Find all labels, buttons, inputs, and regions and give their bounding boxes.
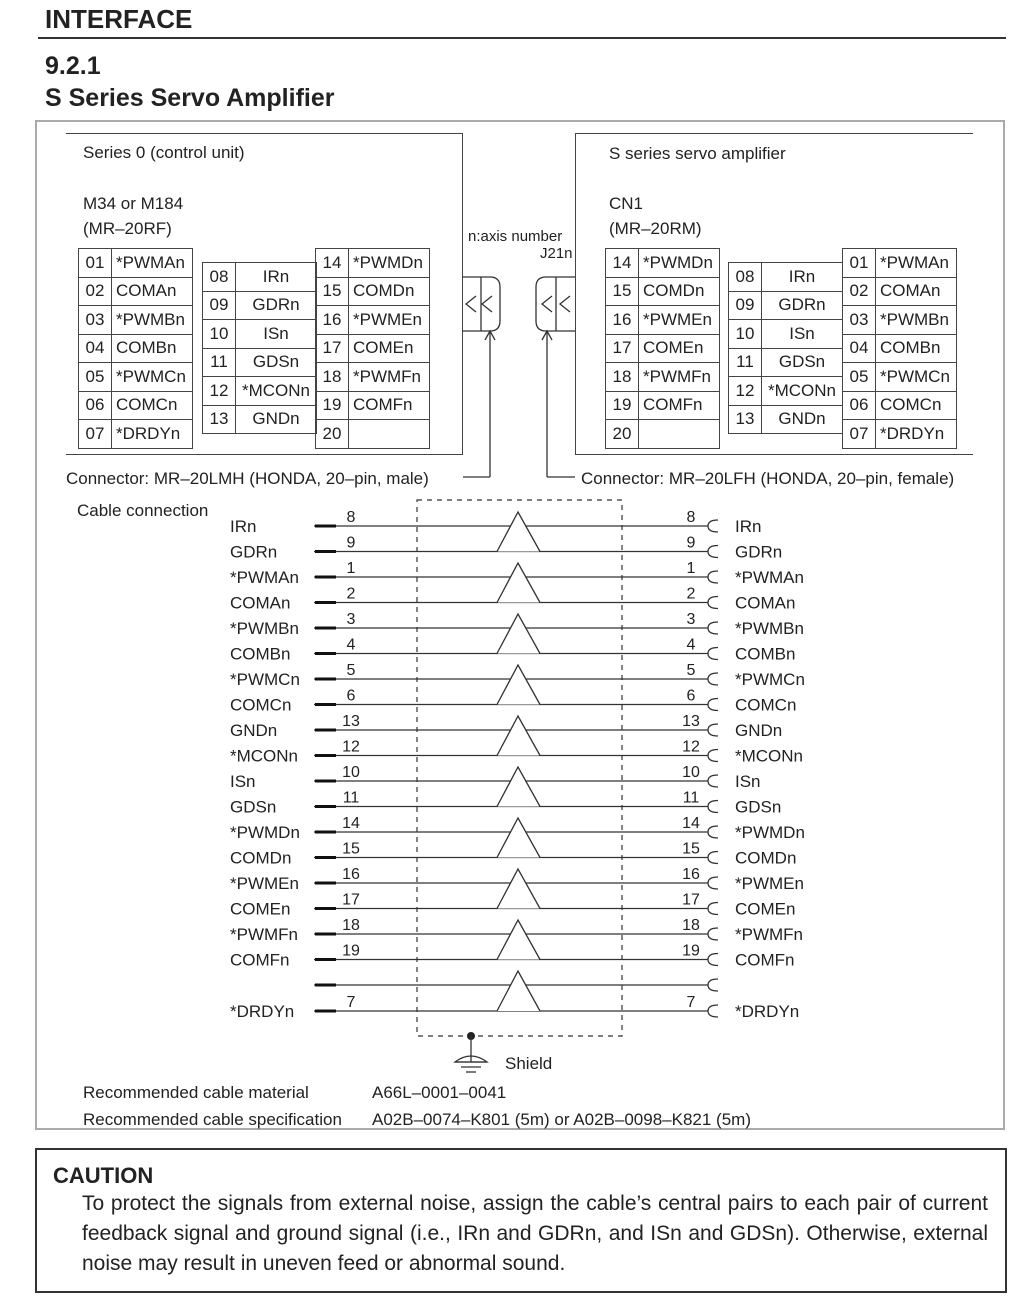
pin-number: 05 bbox=[843, 363, 876, 392]
pin-signal: COMBn bbox=[112, 334, 193, 363]
pin-number: 09 bbox=[203, 291, 236, 320]
pin-signal: *DRDYn bbox=[112, 420, 193, 449]
twisted-pair-marker bbox=[497, 512, 540, 552]
pin-signal: *PWMAn bbox=[876, 249, 957, 278]
right-socket-icon bbox=[708, 1005, 718, 1017]
pin-signal: GDSn bbox=[762, 348, 843, 377]
right-signal-name: COMDn bbox=[735, 848, 797, 868]
caution-title: CAUTION bbox=[53, 1163, 154, 1188]
pin-signal: COMDn bbox=[639, 277, 720, 306]
twisted-pair-marker bbox=[497, 614, 540, 654]
pin-signal: COMCn bbox=[876, 391, 957, 420]
right-socket-icon bbox=[708, 597, 718, 609]
right-socket-icon bbox=[708, 571, 718, 583]
jack-label: J21n bbox=[540, 245, 573, 262]
left-pin-number: 8 bbox=[346, 509, 356, 526]
pin-number: 04 bbox=[79, 334, 112, 363]
left-signal-name: *PWMBn bbox=[230, 619, 299, 638]
left-pin-number: 7 bbox=[346, 994, 356, 1011]
right-signal-name: *MCONn bbox=[735, 746, 804, 766]
left-pin-number: 4 bbox=[346, 636, 356, 654]
right-signal-name: *PWMBn bbox=[735, 619, 804, 638]
pin-number: 10 bbox=[729, 320, 762, 349]
left-signal-name: GNDn bbox=[230, 721, 278, 740]
right-signal-name: COMEn bbox=[735, 899, 796, 919]
left-signal-name: GDSn bbox=[230, 797, 277, 817]
pin-number: 06 bbox=[843, 391, 876, 420]
right-signal-name: *PWMDn bbox=[735, 823, 805, 842]
pin-number: 03 bbox=[79, 306, 112, 335]
spec-label: Recommended cable specification bbox=[83, 1110, 342, 1129]
pin-number: 20 bbox=[316, 420, 349, 449]
pin-number: 15 bbox=[606, 277, 639, 306]
pin-number: 01 bbox=[79, 249, 112, 278]
right-signal-name: GNDn bbox=[735, 721, 783, 740]
left-connector-label: Connector: MR–20LMH (HONDA, 20–pin, male) bbox=[66, 469, 429, 488]
pin-signal: COMAn bbox=[876, 277, 957, 306]
right-signal-name: ISn bbox=[735, 772, 761, 791]
right-socket-icon bbox=[708, 546, 718, 558]
left-pin-number: 16 bbox=[342, 866, 360, 883]
right-unit-part: (MR–20RM) bbox=[609, 219, 702, 238]
pin-number: 14 bbox=[316, 249, 349, 278]
left-signal-name: COMEn bbox=[230, 899, 291, 919]
left-pin-number: 10 bbox=[342, 764, 360, 781]
pin-number: 08 bbox=[203, 263, 236, 292]
pin-number: 11 bbox=[203, 348, 236, 377]
pin-number: 17 bbox=[606, 334, 639, 363]
left-unit-model: M34 or M184 bbox=[83, 194, 184, 213]
left-pin-number: 5 bbox=[346, 662, 356, 679]
pin-signal: *PWMBn bbox=[112, 306, 193, 335]
right-pin-number: 17 bbox=[682, 891, 700, 909]
left-signal-name: *PWMFn bbox=[230, 925, 298, 944]
right-unit-model: CN1 bbox=[609, 194, 644, 213]
pin-signal: *PWMEn bbox=[349, 306, 430, 335]
pin-number: 13 bbox=[729, 405, 762, 434]
left-pin-number: 12 bbox=[342, 738, 360, 756]
right-signal-name: IRn bbox=[735, 517, 762, 536]
right-pin-number: 3 bbox=[686, 611, 696, 628]
right-signal-name: *PWMFn bbox=[735, 925, 803, 944]
right-connector-label: Connector: MR–20LFH (HONDA, 20–pin, female) bbox=[581, 469, 955, 488]
pin-signal: *MCONn bbox=[762, 377, 843, 406]
right-pin-number: 13 bbox=[682, 713, 700, 730]
right-socket-icon bbox=[708, 750, 718, 762]
pin-number: 07 bbox=[843, 420, 876, 449]
right-pin-number: 2 bbox=[686, 585, 696, 603]
pin-signal: *PWMCn bbox=[112, 363, 193, 392]
right-pin-number: 11 bbox=[682, 789, 700, 807]
pin-number: 02 bbox=[843, 277, 876, 306]
right-unit-title: S series servo amplifier bbox=[609, 144, 786, 163]
right-signal-name: *PWMCn bbox=[735, 670, 805, 689]
right-socket-icon bbox=[708, 520, 718, 532]
pin-number: 02 bbox=[79, 277, 112, 306]
right-socket-icon bbox=[708, 826, 718, 838]
pin-signal: COMFn bbox=[349, 391, 430, 420]
right-pin-number: 1 bbox=[686, 560, 696, 577]
pin-number: 17 bbox=[316, 334, 349, 363]
pin-signal: *PWMBn bbox=[876, 306, 957, 335]
right-pin-number: 18 bbox=[682, 917, 700, 934]
left-pin-number: 11 bbox=[342, 789, 360, 807]
pin-signal: *PWMFn bbox=[349, 363, 430, 392]
left-signal-name: COMDn bbox=[230, 848, 292, 868]
left-pin-number: 6 bbox=[346, 687, 356, 705]
pin-signal: COMCn bbox=[112, 391, 193, 420]
pin-number: 19 bbox=[316, 391, 349, 420]
left-pin-number: 14 bbox=[342, 815, 360, 832]
pin-number: 11 bbox=[729, 348, 762, 377]
cable-connection-label: Cable connection bbox=[77, 501, 209, 520]
pin-number: 12 bbox=[729, 377, 762, 406]
pin-number: 06 bbox=[79, 391, 112, 420]
pin-signal: *PWMAn bbox=[112, 249, 193, 278]
right-pin-number: 9 bbox=[686, 534, 696, 552]
right-signal-name: COMBn bbox=[735, 644, 796, 664]
left-signal-name: *PWMAn bbox=[230, 568, 299, 587]
right-signal-name: *PWMAn bbox=[735, 568, 804, 587]
twisted-pair-marker bbox=[497, 563, 540, 603]
left-signal-name: *MCONn bbox=[230, 746, 299, 766]
pin-signal: *PWMDn bbox=[639, 249, 720, 278]
pin-signal: GNDn bbox=[236, 405, 317, 434]
left-pin-number: 15 bbox=[342, 840, 360, 858]
left-unit-title: Series 0 (control unit) bbox=[83, 143, 245, 162]
pin-signal: IRn bbox=[762, 263, 843, 292]
pin-signal: *DRDYn bbox=[876, 420, 957, 449]
pin-signal: GDRn bbox=[236, 291, 317, 320]
left-signal-name: *PWMDn bbox=[230, 823, 300, 842]
left-pin-number: 18 bbox=[342, 917, 360, 934]
pin-number: 15 bbox=[316, 277, 349, 306]
left-pin-number: 19 bbox=[342, 942, 360, 960]
left-pin-number: 13 bbox=[342, 713, 360, 730]
axis-note: n:axis number bbox=[468, 228, 563, 245]
caution-text: To protect the signals from external noise, assign the cable’s central pairs to each pair of current feedback signal and ground signal (i.e., IRn and GDRn, and ISn and GDSn). Otherwise, external noise may result in uneven feed or abnormal sound. bbox=[82, 1192, 988, 1275]
spec-value: A02B–0074–K801 (5m) or A02B–0098–K821 (5m) bbox=[372, 1110, 751, 1129]
right-socket-icon bbox=[708, 699, 718, 711]
left-pin-number: 3 bbox=[346, 611, 356, 628]
twisted-pair-marker bbox=[497, 869, 540, 909]
right-socket-icon bbox=[708, 852, 718, 864]
header-title: INTERFACE bbox=[45, 4, 193, 34]
right-signal-name: COMFn bbox=[735, 950, 795, 970]
pin-signal: COMFn bbox=[639, 391, 720, 420]
pin-signal: COMAn bbox=[112, 277, 193, 306]
pin-number: 09 bbox=[729, 291, 762, 320]
right-pin-number: 12 bbox=[682, 738, 700, 756]
section-number: 9.2.1 bbox=[45, 52, 101, 80]
pin-signal: *PWMFn bbox=[639, 363, 720, 392]
pin-signal: COMEn bbox=[639, 334, 720, 363]
right-socket-icon bbox=[708, 801, 718, 813]
right-socket-icon bbox=[708, 622, 718, 634]
right-pin-number: 7 bbox=[686, 994, 696, 1011]
pin-signal: *PWMEn bbox=[639, 306, 720, 335]
right-socket-icon bbox=[708, 648, 718, 660]
pin-signal: *MCONn bbox=[236, 377, 317, 406]
left-signal-name: *PWMEn bbox=[230, 874, 299, 893]
left-signal-name: IRn bbox=[230, 517, 257, 536]
right-pin-number: 10 bbox=[682, 764, 700, 781]
left-signal-name: COMFn bbox=[230, 950, 290, 970]
pin-number: 18 bbox=[606, 363, 639, 392]
material-value: A66L–0001–0041 bbox=[372, 1083, 507, 1102]
right-pin-number: 6 bbox=[686, 687, 696, 705]
right-socket-icon bbox=[708, 954, 718, 966]
pin-signal: COMEn bbox=[349, 334, 430, 363]
right-signal-name: COMCn bbox=[735, 695, 797, 715]
right-pin-number: 14 bbox=[682, 815, 700, 832]
right-pin-number: 19 bbox=[682, 942, 700, 960]
pin-number: 16 bbox=[316, 306, 349, 335]
pin-number: 04 bbox=[843, 334, 876, 363]
twisted-pair-marker bbox=[497, 716, 540, 756]
pin-number: 20 bbox=[606, 420, 639, 449]
pin-signal: IRn bbox=[236, 263, 317, 292]
pin-number: 01 bbox=[843, 249, 876, 278]
twisted-pair-marker bbox=[497, 767, 540, 807]
shield-label: Shield bbox=[505, 1054, 553, 1073]
twisted-pair-marker bbox=[497, 971, 540, 1011]
section-title: S Series Servo Amplifier bbox=[45, 84, 335, 112]
right-socket-icon bbox=[708, 673, 718, 685]
left-unit-part: (MR–20RF) bbox=[83, 219, 172, 238]
left-signal-name: GDRn bbox=[230, 542, 278, 562]
left-signal-name: *DRDYn bbox=[230, 1002, 295, 1021]
right-socket-icon bbox=[708, 928, 718, 940]
right-signal-name: *PWMEn bbox=[735, 874, 804, 893]
right-socket-icon bbox=[708, 903, 718, 915]
pin-signal: COMDn bbox=[349, 277, 430, 306]
left-signal-name: COMBn bbox=[230, 644, 291, 664]
pin-signal: ISn bbox=[236, 320, 317, 349]
right-signal-name: *DRDYn bbox=[735, 1002, 800, 1021]
right-socket-icon bbox=[708, 877, 718, 889]
right-socket-icon bbox=[708, 724, 718, 736]
right-pin-number: 8 bbox=[686, 509, 696, 526]
pin-signal: *PWMDn bbox=[349, 249, 430, 278]
pin-signal: GDRn bbox=[762, 291, 843, 320]
pin-signal: GDSn bbox=[236, 348, 317, 377]
twisted-pair-marker bbox=[497, 665, 540, 705]
right-pin-number: 15 bbox=[682, 840, 700, 858]
pin-number: 19 bbox=[606, 391, 639, 420]
pin-signal: GNDn bbox=[762, 405, 843, 434]
left-pin-number: 1 bbox=[346, 560, 356, 577]
pin-number: 12 bbox=[203, 377, 236, 406]
right-signal-name: COMAn bbox=[735, 593, 796, 613]
left-signal-name: COMAn bbox=[230, 593, 291, 613]
right-signal-name: GDRn bbox=[735, 542, 783, 562]
right-pin-number: 5 bbox=[686, 662, 696, 679]
left-pin-number: 9 bbox=[346, 534, 356, 552]
pin-signal: *PWMCn bbox=[876, 363, 957, 392]
right-pin-number: 4 bbox=[686, 636, 696, 654]
pin-number: 05 bbox=[79, 363, 112, 392]
material-label: Recommended cable material bbox=[83, 1083, 309, 1102]
right-socket-icon bbox=[708, 775, 718, 787]
left-signal-name: *PWMCn bbox=[230, 670, 300, 689]
pin-number: 16 bbox=[606, 306, 639, 335]
pin-signal: COMBn bbox=[876, 334, 957, 363]
left-signal-name: ISn bbox=[230, 772, 256, 791]
pin-number: 07 bbox=[79, 420, 112, 449]
pin-number: 14 bbox=[606, 249, 639, 278]
left-pin-number: 2 bbox=[346, 585, 356, 603]
twisted-pair-marker bbox=[497, 920, 540, 960]
right-pin-number: 16 bbox=[682, 866, 700, 883]
left-signal-name: COMCn bbox=[230, 695, 292, 715]
left-pin-number: 17 bbox=[342, 891, 360, 909]
right-signal-name: GDSn bbox=[735, 797, 782, 817]
pin-number: 08 bbox=[729, 263, 762, 292]
pin-number: 13 bbox=[203, 405, 236, 434]
pin-number: 03 bbox=[843, 306, 876, 335]
pin-number: 10 bbox=[203, 320, 236, 349]
twisted-pair-marker bbox=[497, 818, 540, 858]
right-socket-icon bbox=[708, 979, 718, 991]
pin-signal: ISn bbox=[762, 320, 843, 349]
pin-number: 18 bbox=[316, 363, 349, 392]
